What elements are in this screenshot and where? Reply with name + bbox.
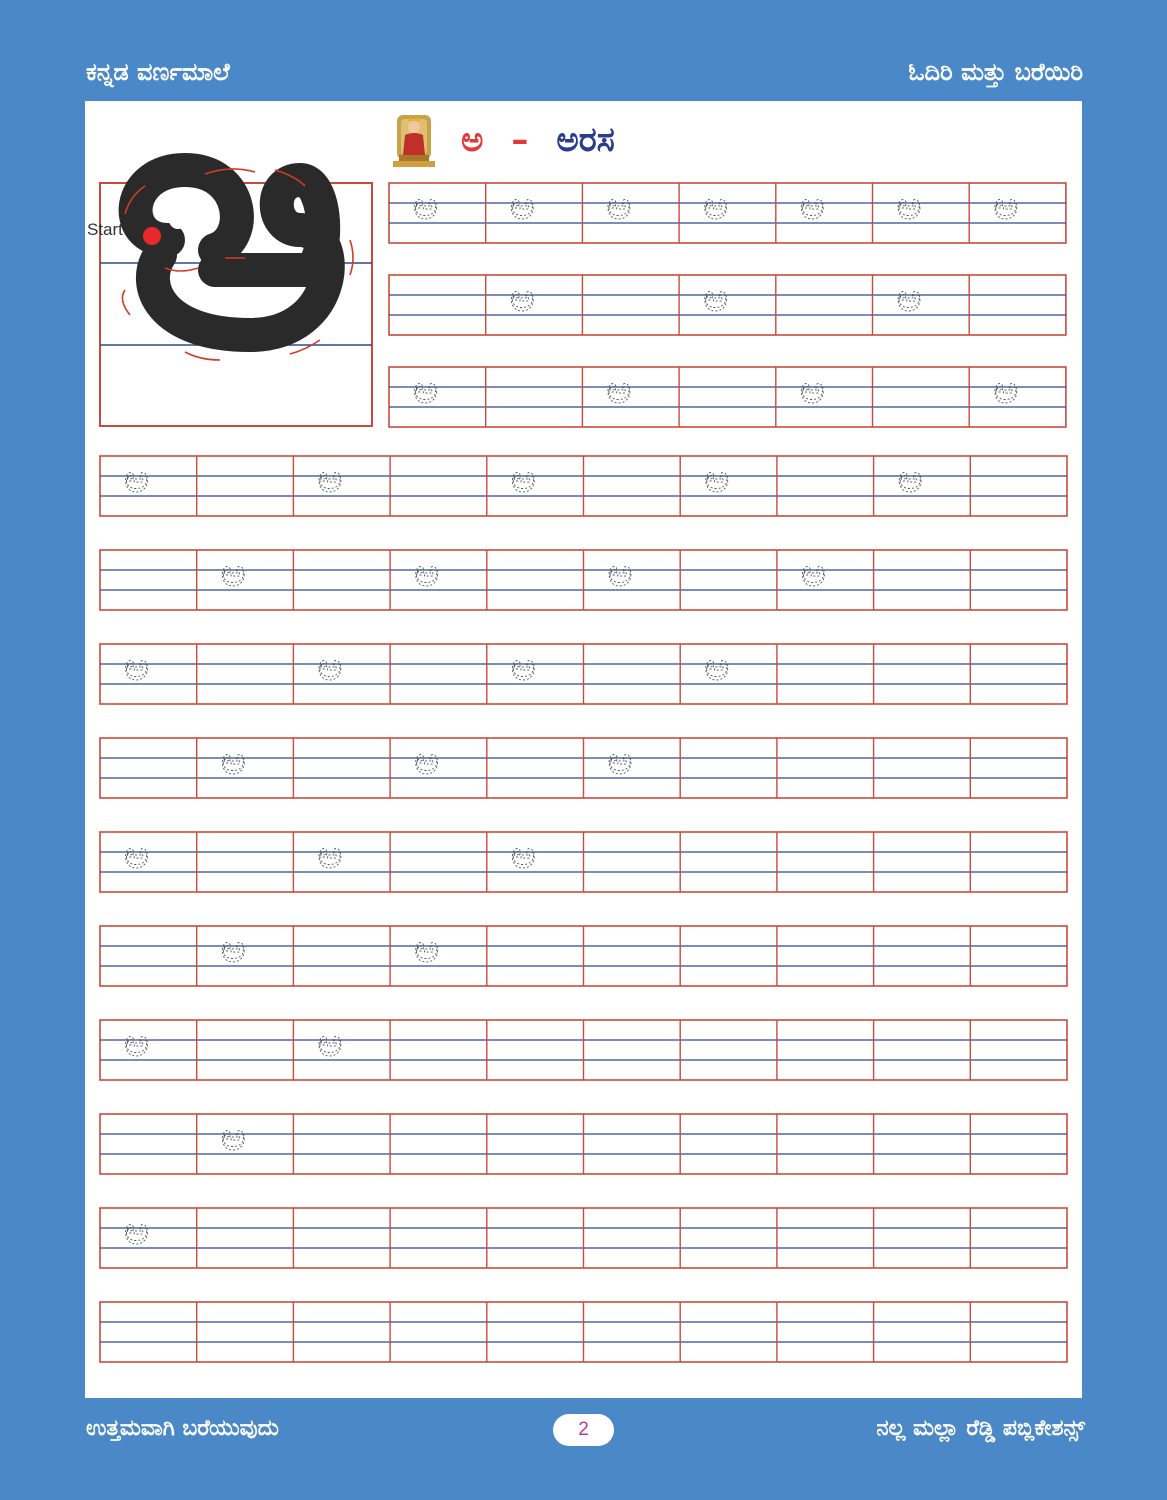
full-row-2 [100,550,1067,610]
trace-letter: ಅ [703,184,729,228]
full-row-3 [100,644,1067,704]
trace-letter: ಅ [509,276,535,320]
full-row-9 [100,1208,1067,1268]
full-row-1 [100,456,1067,516]
trace-letter: ಅ [799,184,825,228]
page-number: 2 [553,1414,614,1446]
trace-letter: ಅ [993,368,1019,412]
trace-letter: ಅ [220,739,246,783]
trace-letter: ಅ [413,184,439,228]
trace-letter: ಅ [606,184,632,228]
title-dash: – [511,120,529,160]
trace-letter: ಅ [317,833,343,877]
trace-letter: ಅ [509,184,535,228]
trace-letter: ಅ [703,276,729,320]
footer-publisher: ನಲ್ಲ ಮಲ್ಲಾ ರೆಡ್ಡಿ ಪಬ್ಲಿಕೇಶನ್ಸ್ [876,1416,1085,1441]
trace-letter: ಅ [414,739,440,783]
trace-letter: ಅ [414,927,440,971]
top-row-2 [389,275,1066,335]
trace-letter: ಅ [799,368,825,412]
trace-letter: ಅ [510,645,536,689]
trace-letter: ಅ [510,833,536,877]
full-row-4 [100,738,1067,798]
trace-letter: ಅ [896,184,922,228]
trace-letter: ಅ [704,645,730,689]
full-row-7 [100,1020,1067,1080]
trace-letter: ಅ [896,276,922,320]
trace-letter: ಅ [510,457,536,501]
trace-letter: ಅ [800,551,826,595]
trace-letter: ಅ [317,1021,343,1065]
trace-letter: ಅ [607,739,633,783]
top-row-1 [389,183,1066,243]
trace-letter: ಅ [220,1115,246,1159]
trace-letter: ಅ [606,368,632,412]
start-label: Start [87,220,123,239]
trace-letter: ಅ [124,457,150,501]
trace-letter: ಅ [704,457,730,501]
trace-letter: ಅ [124,833,150,877]
trace-letter: ಅ [607,551,633,595]
trace-letter: ಅ [317,645,343,689]
trace-letter: ಅ [124,1209,150,1253]
full-row-8 [100,1114,1067,1174]
trace-letter: ಅ [897,457,923,501]
full-row-10 [100,1302,1067,1362]
title-word: ಅರಸ [556,120,615,160]
trace-letter: ಅ [317,457,343,501]
trace-letter: ಅ [124,1021,150,1065]
trace-letter: ಅ [414,551,440,595]
header-right-title: ಓದಿರಿ ಮತ್ತು ಬರೆಯಿರಿ [908,58,1083,86]
title-letter: ಅ [461,120,484,160]
full-row-6 [100,926,1067,986]
trace-letter: ಅ [220,927,246,971]
top-row-3 [389,367,1066,427]
trace-letter: ಅ [413,368,439,412]
trace-letter: ಅ [124,645,150,689]
header-left-title: ಕನ್ನಡ ವರ್ಣಮಾಲೆ [86,58,230,86]
trace-letter: ಅ [220,551,246,595]
footer-left-text: ಉತ್ತಮವಾಗಿ ಬರೆಯುವುದು [86,1416,279,1441]
full-row-5 [100,832,1067,892]
trace-letter: ಅ [993,184,1019,228]
